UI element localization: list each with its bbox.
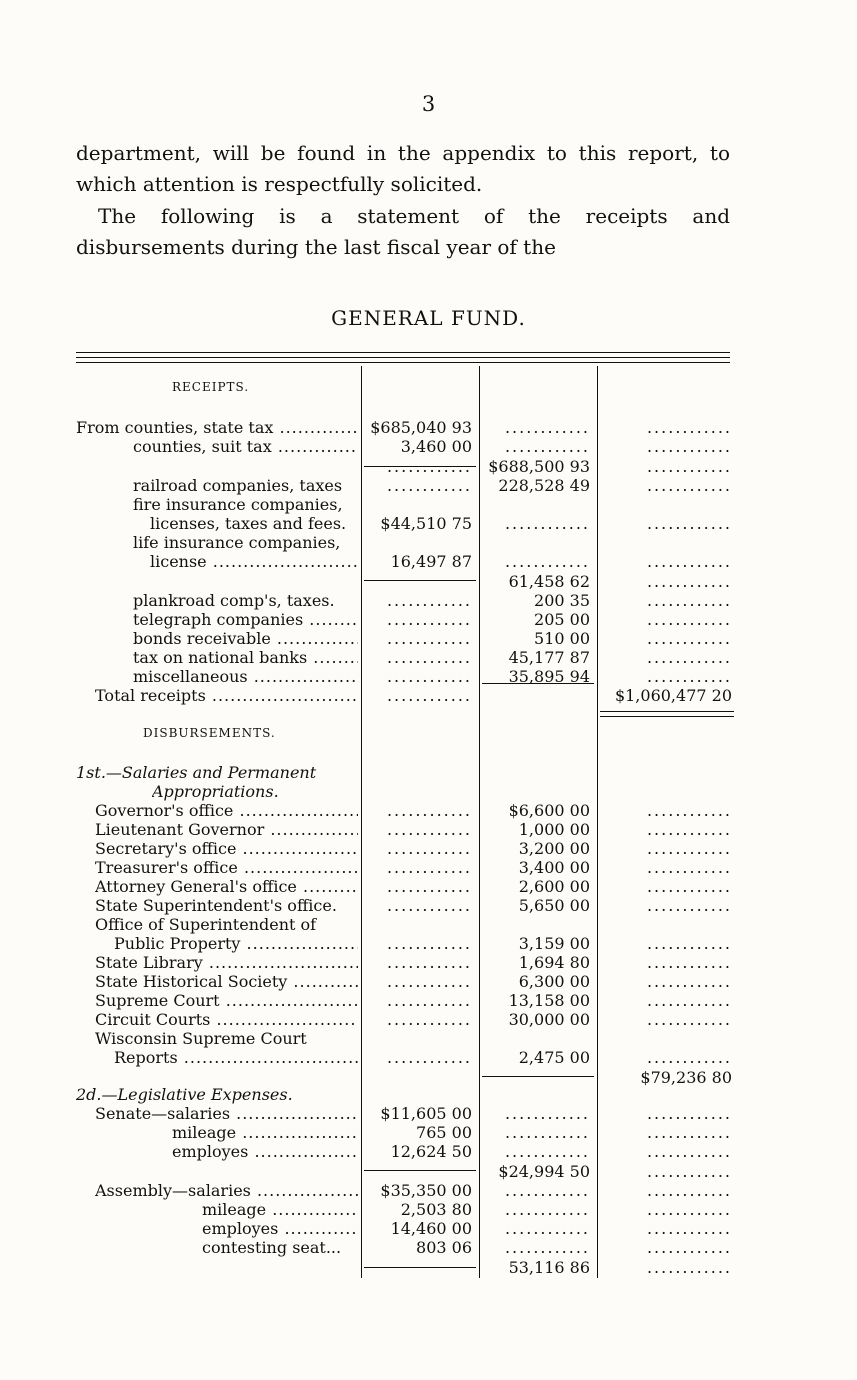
dot-leader: ............	[386, 953, 472, 972]
dot-leader: ............	[646, 1219, 732, 1238]
dot-leader: ............	[386, 858, 472, 877]
dot-leader: ............	[646, 457, 732, 476]
row-label: employes .....	[202, 1219, 358, 1239]
row-label: Reports .....	[114, 1048, 358, 1068]
amount-cell: 765 00	[416, 1123, 472, 1142]
dot-leader: ............	[386, 686, 472, 705]
dot-leader: ............	[386, 896, 472, 915]
dot-leader: ............	[504, 1104, 590, 1123]
amount-cell: 35,895 94	[508, 667, 590, 686]
row-label: Treasurer's office .....	[95, 858, 358, 878]
dot-leader: ............	[386, 591, 472, 610]
row-label: Total receipts .....	[95, 686, 358, 706]
amount-cell: 14,460 00	[390, 1219, 472, 1238]
amount-cell: $1,060,477 20	[614, 686, 732, 705]
amount-cell: 3,400 00	[518, 858, 590, 877]
dot-leader: ............	[646, 858, 732, 877]
dot-leader: ............	[646, 1162, 732, 1181]
amount-cell: 3,200 00	[518, 839, 590, 858]
dot-leader: ............	[646, 839, 732, 858]
dot-leader: ............	[646, 648, 732, 667]
dot-leader: ............	[646, 418, 732, 437]
dot-leader: ............	[646, 1123, 732, 1142]
amount-cell: $6,600 00	[508, 801, 590, 820]
row-label: State Superintendent's office.	[95, 896, 337, 915]
amount-cell: 16,497 87	[390, 552, 472, 571]
dot-leader: ............	[504, 418, 590, 437]
row-label: tax on national banks .....	[133, 648, 358, 668]
dot-leader: ............	[504, 1123, 590, 1142]
row-label: counties, suit tax .....	[133, 437, 358, 457]
amount-cell: $24,994 50	[498, 1162, 590, 1181]
dot-leader: ............	[504, 437, 590, 456]
row-label: 1st.—Salaries and Permanent	[76, 763, 317, 782]
row-label: Senate—salaries .....	[95, 1104, 358, 1124]
dot-leader: ............	[504, 552, 590, 571]
row-label: Wisconsin Supreme Court	[95, 1029, 307, 1048]
dot-leader: ............	[646, 476, 732, 495]
section-title: GENERAL FUND.	[331, 306, 526, 330]
receipts-heading: RECEIPTS.	[172, 380, 250, 394]
dot-leader: ............	[646, 572, 732, 591]
dot-leader: ............	[646, 514, 732, 533]
intro-paragraph-2: The following is a statement of the receipts and disbursements during the last fiscal year of the	[76, 204, 730, 259]
dot-leader: ............	[646, 610, 732, 629]
dot-leader: ............	[646, 1258, 732, 1277]
intro-paragraph-1: department, will be found in the appendix to this report, to which attention is respectfully solicited.	[76, 141, 730, 196]
row-label: Lieutenant Governor .....	[95, 820, 358, 840]
dot-leader: ............	[504, 1181, 590, 1200]
amount-cell: $35,350 00	[380, 1181, 472, 1200]
dot-leader: ............	[646, 934, 732, 953]
dot-leader: ............	[646, 1181, 732, 1200]
dot-leader: ............	[646, 1048, 732, 1067]
dot-leader: ............	[646, 820, 732, 839]
row-label: contesting seat...	[202, 1238, 342, 1257]
dot-leader: ............	[504, 514, 590, 533]
row-label: licenses, taxes and fees.	[150, 514, 347, 533]
dot-leader: ............	[646, 972, 732, 991]
row-label: bonds receivable .....	[133, 629, 358, 649]
dot-leader: ............	[386, 1048, 472, 1067]
row-label: license .....	[150, 552, 358, 572]
amount-cell: 13,158 00	[508, 991, 590, 1010]
row-label: Supreme Court .....	[95, 991, 358, 1011]
dot-leader: ............	[504, 1238, 590, 1257]
table-row	[0, 1142, 857, 1164]
table-row	[0, 1258, 857, 1280]
dot-leader: ............	[646, 552, 732, 571]
dot-leader: ............	[504, 1142, 590, 1161]
row-label: railroad companies, taxes	[133, 476, 343, 495]
dot-leader: ............	[646, 896, 732, 915]
dot-leader: ............	[646, 437, 732, 456]
dot-leader: ............	[386, 991, 472, 1010]
amount-cell: $79,236 80	[640, 1068, 732, 1087]
amount-cell: $685,040 93	[370, 418, 472, 437]
amount-cell: 61,458 62	[508, 572, 590, 591]
dot-leader: ............	[646, 1142, 732, 1161]
amount-cell: 5,650 00	[518, 896, 590, 915]
row-label: Circuit Courts .....	[95, 1010, 358, 1030]
page-number: 3	[421, 92, 436, 116]
amount-cell: 2,503 80	[400, 1200, 472, 1219]
row-label: Attorney General's office .....	[95, 877, 358, 897]
row-label: miscellaneous .....	[133, 667, 358, 687]
dot-leader: ............	[646, 1200, 732, 1219]
amount-cell: 2,600 00	[518, 877, 590, 896]
amount-cell: $44,510 75	[380, 514, 472, 533]
amount-cell: 1,694 80	[518, 953, 590, 972]
row-label: Secretary's office .....	[95, 839, 358, 859]
dot-leader: ............	[646, 953, 732, 972]
dot-leader: ............	[386, 667, 472, 686]
amount-cell: 200 35	[534, 591, 590, 610]
dot-leader: ............	[386, 610, 472, 629]
dot-leader: ............	[386, 820, 472, 839]
row-label: State Library .....	[95, 953, 358, 973]
amount-cell: 53,116 86	[508, 1258, 590, 1277]
table-row	[0, 1048, 857, 1070]
row-label: plankroad comp's, taxes.	[133, 591, 335, 610]
table-row	[0, 1238, 857, 1260]
amount-cell: 510 00	[534, 629, 590, 648]
amount-cell: 3,159 00	[518, 934, 590, 953]
dot-leader: ............	[386, 877, 472, 896]
table-row	[0, 552, 857, 574]
dot-leader: ............	[386, 801, 472, 820]
dot-leader: ............	[646, 591, 732, 610]
amount-cell: 2,475 00	[518, 1048, 590, 1067]
dot-leader: ............	[646, 991, 732, 1010]
dot-leader: ............	[646, 667, 732, 686]
dot-leader: ............	[646, 1104, 732, 1123]
dot-leader: ............	[386, 1010, 472, 1029]
disbursements-heading: DISBURSEMENTS.	[143, 726, 276, 740]
dot-leader: ............	[646, 801, 732, 820]
row-label: fire insurance companies,	[133, 495, 343, 514]
row-label: life insurance companies,	[133, 533, 341, 552]
amount-cell: 6,300 00	[518, 972, 590, 991]
row-label: From counties, state tax .....	[76, 418, 358, 438]
row-label: mileage .....	[202, 1200, 358, 1220]
dot-leader: ............	[386, 839, 472, 858]
amount-cell: 3,460 00	[400, 437, 472, 456]
row-label: Public Property .....	[114, 934, 358, 954]
dot-leader: ............	[386, 476, 472, 495]
amount-cell: 205 00	[534, 610, 590, 629]
amount-cell: 1,000 00	[518, 820, 590, 839]
row-label: State Historical Society .....	[95, 972, 358, 992]
row-label: 2d.—Legislative Expenses.	[76, 1085, 293, 1104]
row-label: Office of Superintendent of	[95, 915, 317, 934]
row-label: Governor's office .....	[95, 801, 358, 821]
row-label: employes .....	[172, 1142, 358, 1162]
dot-leader: ............	[646, 877, 732, 896]
amount-cell: 45,177 87	[508, 648, 590, 667]
dot-leader: ............	[386, 457, 472, 476]
dot-leader: ............	[504, 1219, 590, 1238]
table-row	[0, 686, 857, 708]
amount-cell: $688,500 93	[488, 457, 590, 476]
amount-cell: 803 06	[416, 1238, 472, 1257]
amount-cell: $11,605 00	[380, 1104, 472, 1123]
amount-cell: 12,624 50	[390, 1142, 472, 1161]
dot-leader: ............	[646, 629, 732, 648]
row-label: mileage .....	[172, 1123, 358, 1143]
dot-leader: ............	[386, 972, 472, 991]
row-label: Assembly—salaries .....	[95, 1181, 358, 1201]
amount-cell: 30,000 00	[508, 1010, 590, 1029]
dot-leader: ............	[386, 934, 472, 953]
dot-leader: ............	[386, 648, 472, 667]
dot-leader: ............	[646, 1010, 732, 1029]
dot-leader: ............	[386, 629, 472, 648]
dot-leader: ............	[504, 1200, 590, 1219]
dot-leader: ............	[646, 1238, 732, 1257]
row-label: Appropriations.	[152, 782, 279, 801]
table-row	[0, 437, 857, 459]
amount-cell: 228,528 49	[498, 476, 590, 495]
row-label: telegraph companies .....	[133, 610, 358, 630]
